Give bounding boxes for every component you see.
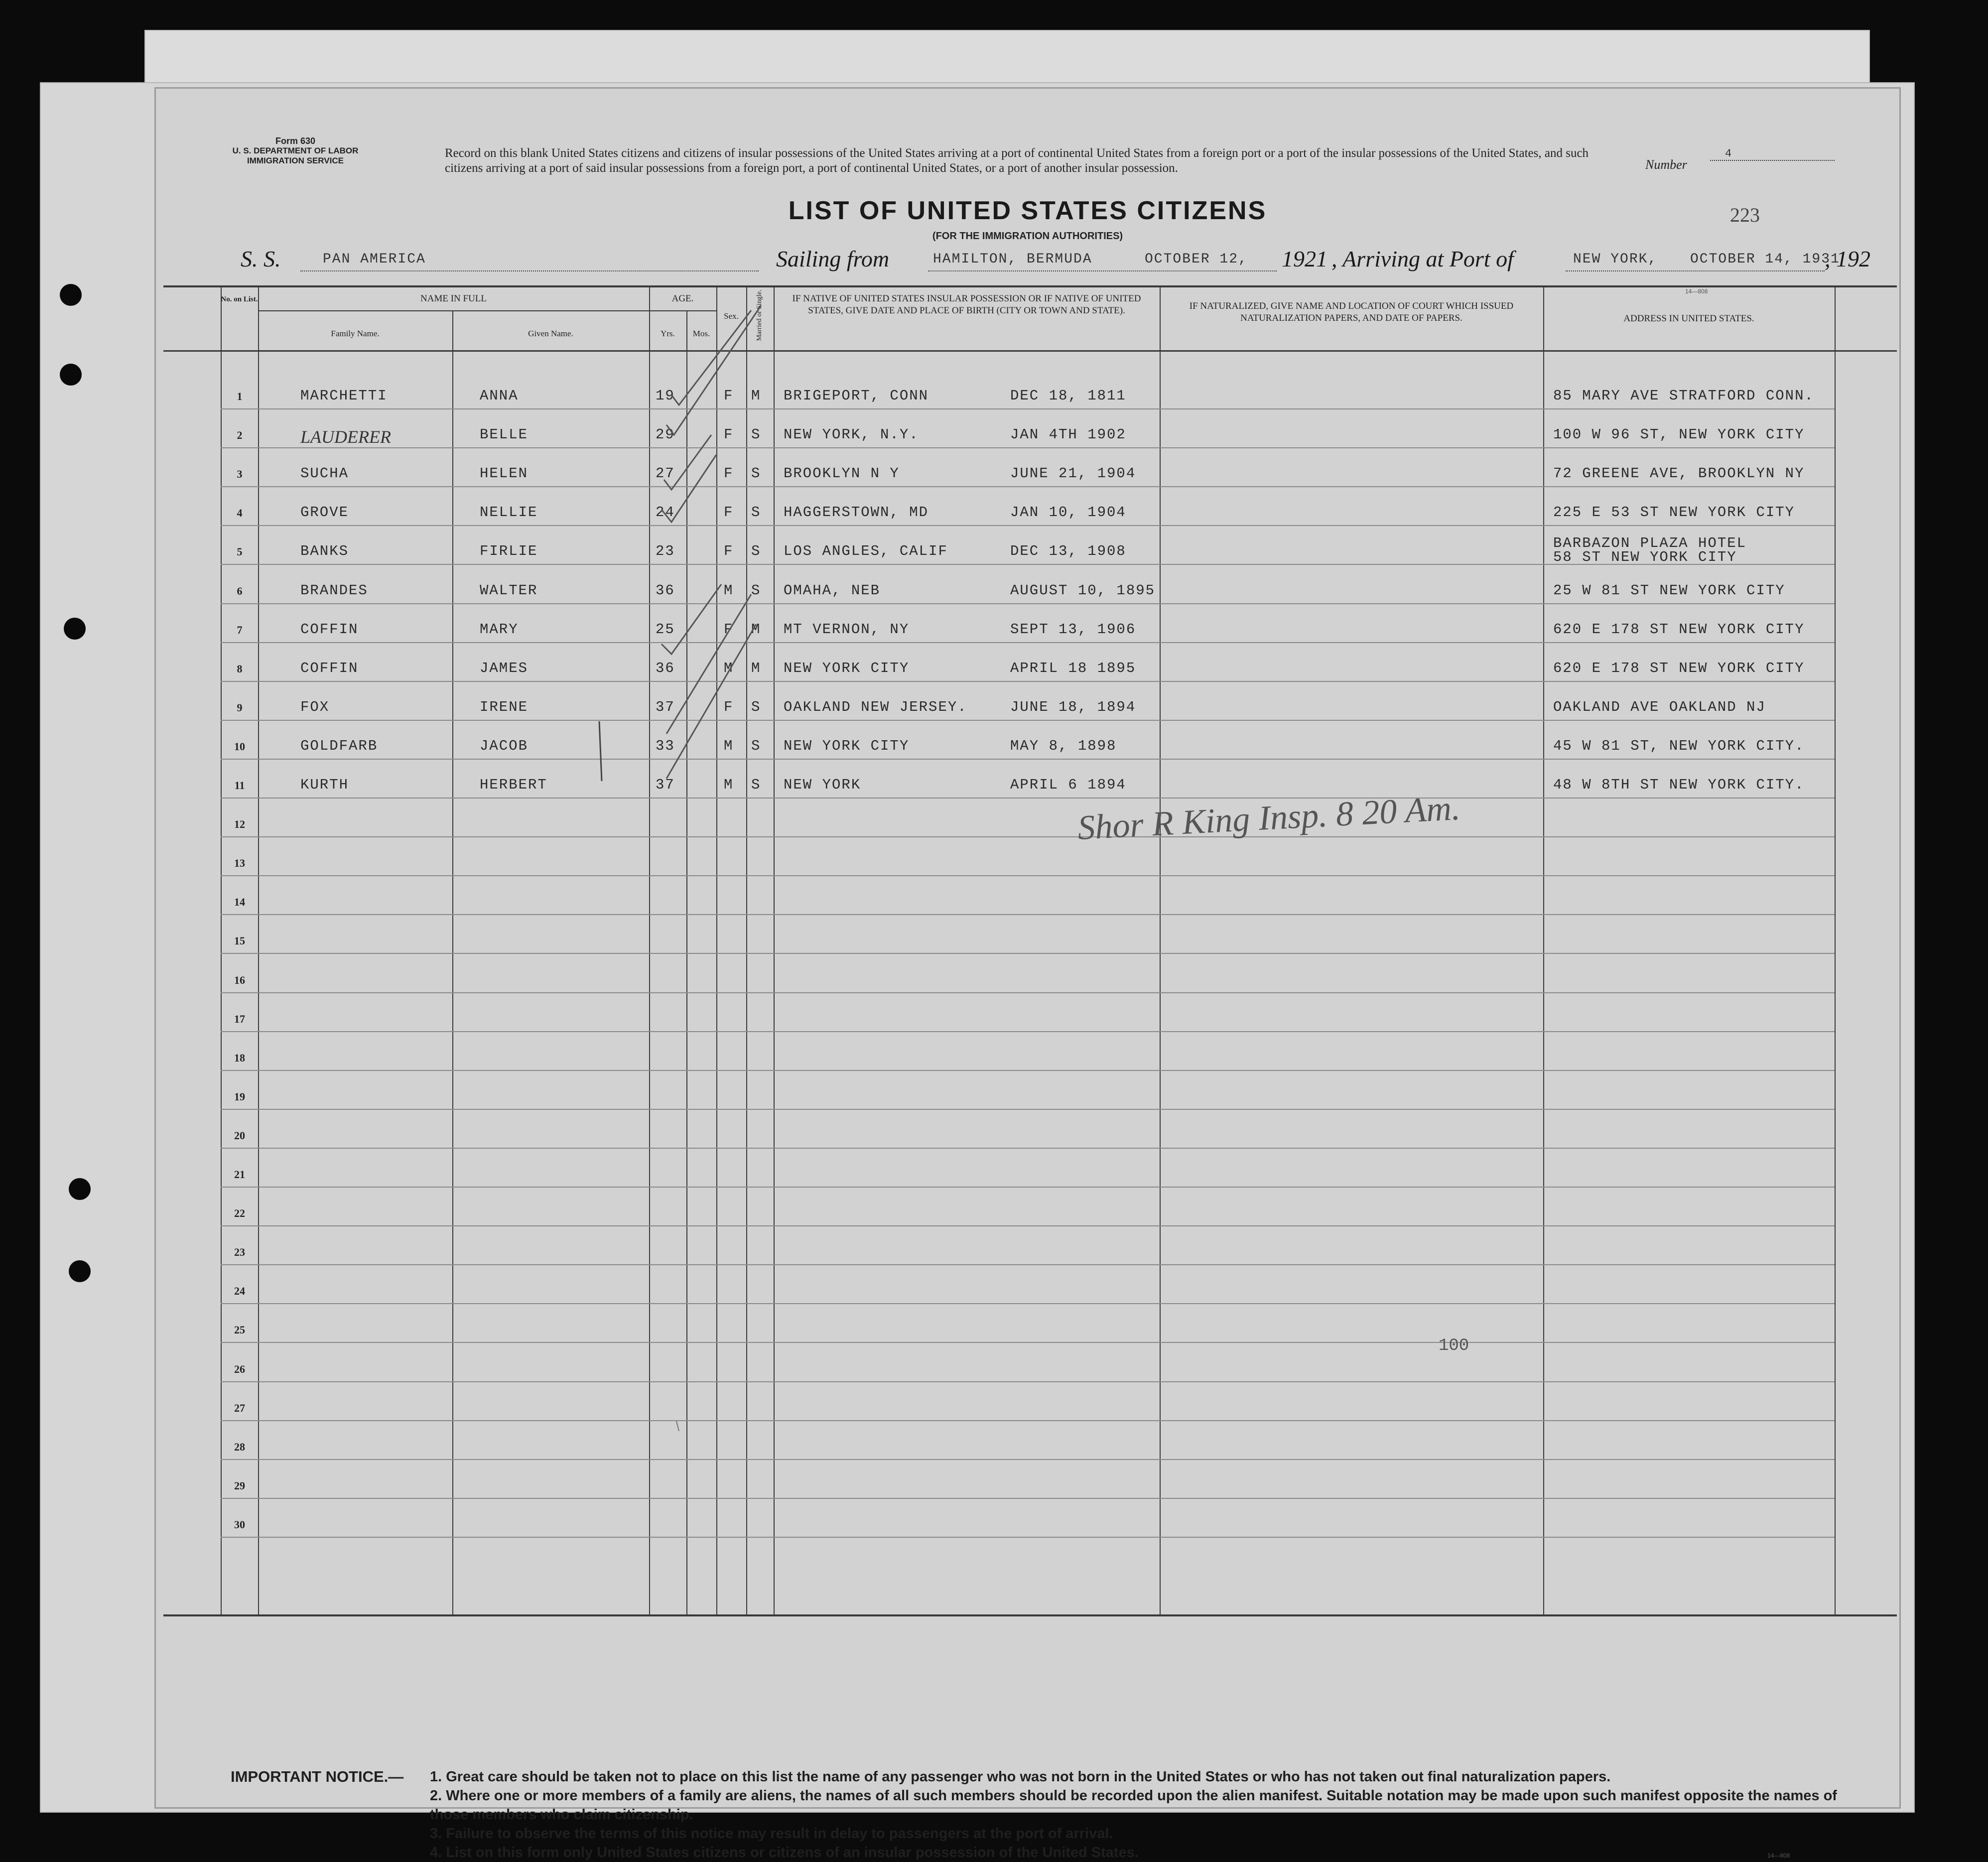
punch-hole [69, 1260, 91, 1282]
sailing-underline [928, 270, 1277, 271]
row-rule [221, 486, 1835, 487]
age-years-cell: 23 [656, 543, 675, 560]
row-number: 16 [234, 973, 245, 986]
family-name-cell: MARCHETTI [300, 388, 388, 404]
birthdate-cell: DEC 18, 1811 [1010, 388, 1126, 404]
punch-hole [60, 364, 82, 386]
given-name-cell: ANNA [480, 388, 519, 404]
row-number: 19 [234, 1090, 245, 1103]
number-value: 4 [1710, 147, 1835, 161]
sex-cell: M [724, 777, 734, 793]
row-number: 23 [234, 1246, 245, 1259]
sex-cell: F [724, 698, 734, 715]
sailing-label: Sailing from [776, 246, 890, 271]
age-years-cell: 25 [656, 621, 675, 638]
address-cell: 45 W 81 ST, NEW YORK CITY. [1553, 737, 1805, 754]
row-number: 7 [237, 623, 243, 636]
birthplace-cell: NEW YORK CITY [784, 737, 910, 754]
page-title: LIST OF UNITED STATES CITIZENS [788, 196, 1267, 225]
row-rule [221, 525, 1835, 526]
col-divider [774, 285, 775, 1615]
birthplace-cell: NEW YORK CITY [784, 660, 910, 676]
row-number: 26 [234, 1362, 245, 1375]
manifest-page [154, 87, 1901, 1861]
row-rule [221, 992, 1835, 993]
family-name-cell: SUCHA [300, 465, 349, 482]
address-cell: 25 W 81 ST NEW YORK CITY [1553, 582, 1785, 599]
family-name-cell: GROVE [300, 504, 349, 521]
family-name-cell: GOLDFARB [300, 737, 378, 754]
marital-status-cell: S [751, 777, 761, 793]
address-cell: 72 GREENE AVE, BROOKLYN NY [1553, 465, 1805, 482]
age-years-cell: 24 [656, 504, 675, 521]
row-rule [221, 836, 1835, 837]
row-number: 18 [234, 1051, 245, 1064]
row-number: 2 [237, 429, 243, 442]
birthplace-cell: NEW YORK, N.Y. [784, 426, 919, 443]
row-rule [221, 1187, 1835, 1188]
row-number: 29 [234, 1479, 245, 1492]
row-rule [221, 1537, 1835, 1538]
given-name-cell: WALTER [480, 582, 538, 599]
age-years-cell: 29 [656, 426, 675, 443]
marital-status-cell: M [751, 388, 761, 404]
marital-status-cell: S [751, 465, 761, 482]
year-1: 1921 [1282, 246, 1327, 271]
birthdate-cell: AUGUST 10, 1895 [1010, 582, 1156, 599]
family-name-cell: KURTH [300, 777, 349, 793]
form-number: Form 630 [275, 136, 316, 146]
row-rule [221, 1459, 1835, 1460]
birthdate-cell: SEPT 13, 1906 [1010, 621, 1136, 638]
number-label: Number [1645, 157, 1687, 172]
col-divider [716, 285, 717, 1615]
birthplace-cell: BRIGEPORT, CONN [784, 388, 929, 404]
given-name-cell: JACOB [480, 737, 529, 754]
row-number: 8 [237, 662, 243, 675]
marital-status-cell: S [751, 426, 761, 443]
age-years-cell: 19 [656, 388, 675, 404]
birthdate-cell: APRIL 6 1894 [1010, 777, 1126, 793]
ss-label: S. S. [241, 246, 281, 271]
family-name-cell: COFFIN [300, 621, 359, 638]
marital-status-cell: S [751, 582, 761, 599]
col-divider [1835, 285, 1836, 1615]
col-divider [649, 285, 650, 1615]
row-rule [221, 1420, 1835, 1421]
col-divider [1160, 285, 1161, 1615]
check-mark [671, 310, 751, 405]
inspector-annotation: Shor R King Insp. 8 20 Am. [1076, 789, 1461, 848]
header-family-name: Family Name. [331, 329, 380, 338]
given-name-cell: NELLIE [480, 504, 538, 521]
marital-status-cell: S [751, 737, 761, 754]
birthplace-cell: HAGGERSTOWN, MD [784, 504, 929, 521]
row-rule [221, 1303, 1835, 1304]
page-number: 223 [1730, 204, 1760, 226]
row-number: 13 [234, 857, 245, 870]
voyage-line [241, 246, 1874, 275]
family-name-cell: COFFIN [300, 660, 359, 676]
pen-mark [599, 721, 602, 781]
row-number: 25 [234, 1324, 245, 1336]
address-cell: 225 E 53 ST NEW YORK CITY [1553, 504, 1795, 521]
address-line2-cell: 58 ST NEW YORK CITY [1553, 549, 1737, 566]
row-number: 20 [234, 1129, 245, 1142]
marital-status-cell: M [751, 621, 761, 638]
header-married: Married or Single. [756, 289, 763, 341]
row-number: 28 [234, 1440, 245, 1453]
row-rule [221, 408, 1835, 409]
row-rule [221, 759, 1835, 760]
sex-cell: M [724, 582, 734, 599]
row-rule [221, 720, 1835, 721]
row-number: 15 [234, 934, 245, 947]
sex-cell: F [724, 426, 734, 443]
row-number: 22 [234, 1207, 245, 1220]
age-years-cell: 36 [656, 660, 675, 676]
row-rule [221, 603, 1835, 604]
printer-code-bottom: 14—808 [1767, 1852, 1790, 1859]
punch-hole [64, 618, 86, 640]
row-rule [221, 1070, 1835, 1071]
row-rule [221, 642, 1835, 643]
given-name-cell: JAMES [480, 660, 529, 676]
check-mark [666, 624, 756, 779]
given-name-cell: IRENE [480, 698, 529, 715]
header-birth: IF NATIVE OF UNITED STATES INSULAR POSSESSION OR IF NATIVE OF UNITED STATES, GIVE DATE AND PLACE OF BIRTH (CITY OR TOWN AND STATE). [792, 293, 1141, 316]
notice-item: 4. List on this form only United States citizens or citizens of an insular possession of the United States. [430, 1845, 1139, 1861]
sex-cell: F [724, 621, 734, 638]
sex-cell: M [724, 660, 734, 676]
row-number: 30 [234, 1518, 245, 1531]
punch-hole [60, 284, 82, 306]
address-cell: 48 W 8TH ST NEW YORK CITY. [1553, 777, 1805, 793]
birthdate-cell: DEC 13, 1908 [1010, 543, 1126, 560]
age-years-cell: 27 [656, 465, 675, 482]
year-2: , 192 [1825, 246, 1870, 271]
table-top-rule [163, 285, 1897, 287]
printer-code: 14—808 [1685, 288, 1708, 295]
notice-item: 1. Great care should be taken not to place on this list the name of any passenger who was not born in the United States or who has not taken out final naturalization papers. [430, 1769, 1611, 1785]
notice-lead: IMPORTANT NOTICE.— [231, 1768, 404, 1785]
check-mark [666, 594, 751, 734]
form-instructions: Record on this blank United States citizens and citizens of insular possessions of the United States arriving at a port of continental United States from a foreign port or a port of the insular possessions of the United States, and such citizens arriving at a port of said insular possessions from a foreign port, a port of continental United States, or a port of another insular possession. [445, 146, 1589, 175]
row-rule [221, 953, 1835, 954]
row-rule [221, 1498, 1835, 1499]
row-number: 24 [234, 1285, 245, 1298]
row-number: 11 [234, 779, 245, 792]
address-cell: 620 E 178 ST NEW YORK CITY [1553, 660, 1805, 676]
address-cell: 100 W 96 ST, NEW YORK CITY [1553, 426, 1805, 443]
col-divider [1543, 285, 1544, 1615]
arrival-underline [1566, 270, 1825, 271]
table-bottom-rule [163, 1614, 1897, 1616]
row-number: 9 [237, 701, 243, 714]
header-yrs: Yrs. [661, 329, 675, 338]
row-rule [221, 447, 1835, 448]
sex-cell: F [724, 388, 734, 404]
sailing-from: HAMILTON, BERMUDA [933, 252, 1092, 267]
row-rule [221, 1264, 1835, 1265]
given-name-cell: MARY [480, 621, 519, 638]
age-years-cell: 33 [656, 737, 675, 754]
row-number: 6 [237, 584, 243, 597]
row-number: 12 [234, 818, 245, 831]
age-years-cell: 37 [656, 698, 675, 715]
birthdate-cell: APRIL 18 1895 [1010, 660, 1136, 676]
header-no-on-list: No. on List. [221, 295, 258, 303]
row-rule [221, 875, 1835, 876]
stamp-number: 100 [1439, 1336, 1469, 1355]
arriving-label: , Arriving at Port of [1331, 246, 1514, 271]
ship-name: PAN AMERICA [323, 252, 426, 267]
sex-cell: F [724, 543, 734, 560]
header-bottom-rule [163, 350, 1897, 352]
family-name-cell: LAUDERER [300, 427, 391, 447]
row-number: 21 [234, 1168, 245, 1181]
row-rule [221, 1342, 1835, 1343]
row-number: 10 [234, 740, 245, 753]
given-name-cell: BELLE [480, 426, 529, 443]
marital-status-cell: S [751, 504, 761, 521]
birthdate-cell: JUNE 21, 1904 [1010, 465, 1136, 482]
header-sex: Sex. [724, 311, 739, 321]
sex-cell: M [724, 737, 734, 754]
row-rule [221, 1148, 1835, 1149]
birthplace-cell: NEW YORK [784, 777, 861, 793]
row-number: 14 [234, 896, 245, 909]
header-naturalized: IF NATURALIZED, GIVE NAME AND LOCATION OF COURT WHICH ISSUED NATURALIZATION PAPERS, AND DATE OF PAPERS. [1189, 301, 1514, 323]
marital-status-cell: M [751, 660, 761, 676]
given-name-cell: FIRLIE [480, 543, 538, 560]
birthplace-cell: LOS ANGLES, CALIF [784, 543, 948, 560]
row-number: 4 [237, 507, 243, 520]
sex-cell: F [724, 504, 734, 521]
department: U. S. DEPARTMENT OF LABOR [232, 146, 359, 155]
row-number: 27 [234, 1401, 245, 1414]
address-cell: 620 E 178 ST NEW YORK CITY [1553, 621, 1805, 638]
sailing-date: OCTOBER 12, [1145, 252, 1248, 267]
header-name-in-full: NAME IN FULL [420, 293, 487, 304]
row-rule [221, 1109, 1835, 1110]
check-mark [676, 1421, 679, 1431]
service: IMMIGRATION SERVICE [247, 156, 344, 165]
row-number: 1 [237, 390, 243, 402]
birthdate-cell: JAN 4TH 1902 [1010, 426, 1126, 443]
birthdate-cell: JAN 10, 1904 [1010, 504, 1126, 521]
marital-status-cell: S [751, 543, 761, 560]
arrival-port: NEW YORK, [1573, 252, 1658, 267]
birthplace-cell: OMAHA, NEB [784, 582, 881, 599]
page-subtitle: (FOR THE IMMIGRATION AUTHORITIES) [932, 231, 1123, 242]
notice-item: 3. Failure to observe the terms of this notice may result in delay to passengers at the port of arrival. [430, 1826, 1113, 1842]
passenger-table [163, 285, 1897, 1618]
age-years-cell: 36 [656, 582, 675, 599]
row-number: 5 [237, 545, 243, 558]
ship-underline [300, 270, 759, 271]
row-rule [221, 1381, 1835, 1382]
age-years-cell: 37 [656, 777, 675, 793]
address-cell: BARBAZON PLAZA HOTEL [1553, 535, 1747, 552]
family-name-cell: BANKS [300, 543, 349, 560]
col-divider [746, 285, 747, 1615]
marital-status-cell: S [751, 698, 761, 715]
header-subrule [258, 310, 716, 311]
arrival-date: OCTOBER 14, 1931 [1690, 252, 1840, 267]
given-name-cell: HELEN [480, 465, 529, 482]
given-name-cell: HERBERT [480, 777, 547, 793]
check-marks [163, 285, 1897, 1618]
form-identifier [213, 136, 378, 166]
address-cell: OAKLAND AVE OAKLAND NJ [1553, 698, 1766, 715]
row-number: 3 [237, 468, 243, 481]
col-divider [221, 285, 222, 1615]
row-rule [221, 681, 1835, 682]
punch-hole [69, 1178, 91, 1200]
row-number: 17 [234, 1012, 245, 1025]
family-name-cell: FOX [300, 698, 330, 715]
family-name-cell: BRANDES [300, 582, 368, 599]
header-address: ADDRESS IN UNITED STATES. [1623, 313, 1754, 324]
sex-cell: F [724, 465, 734, 482]
header-age: AGE. [671, 293, 694, 304]
row-rule [221, 1031, 1835, 1032]
address-cell: 85 MARY AVE STRATFORD CONN. [1553, 388, 1814, 404]
header-mos: Mos. [692, 329, 710, 338]
notice-item: 2. Where one or more members of a family are aliens, the names of all such members should be recorded upon the alien manifest. Suitable notation may be made upon such manifest opposite the names of those members who claim citizenship. [430, 1788, 1837, 1823]
row-rule [221, 1225, 1835, 1226]
birthdate-cell: JUNE 18, 1894 [1010, 698, 1136, 715]
header-given-name: Given Name. [528, 329, 573, 338]
birthplace-cell: MT VERNON, NY [784, 621, 910, 638]
birthplace-cell: BROOKLYN N Y [784, 465, 900, 482]
birthdate-cell: MAY 8, 1898 [1010, 737, 1117, 754]
birthplace-cell: OAKLAND NEW JERSEY. [784, 698, 967, 715]
col-divider [258, 285, 259, 1615]
row-rule [221, 914, 1835, 915]
